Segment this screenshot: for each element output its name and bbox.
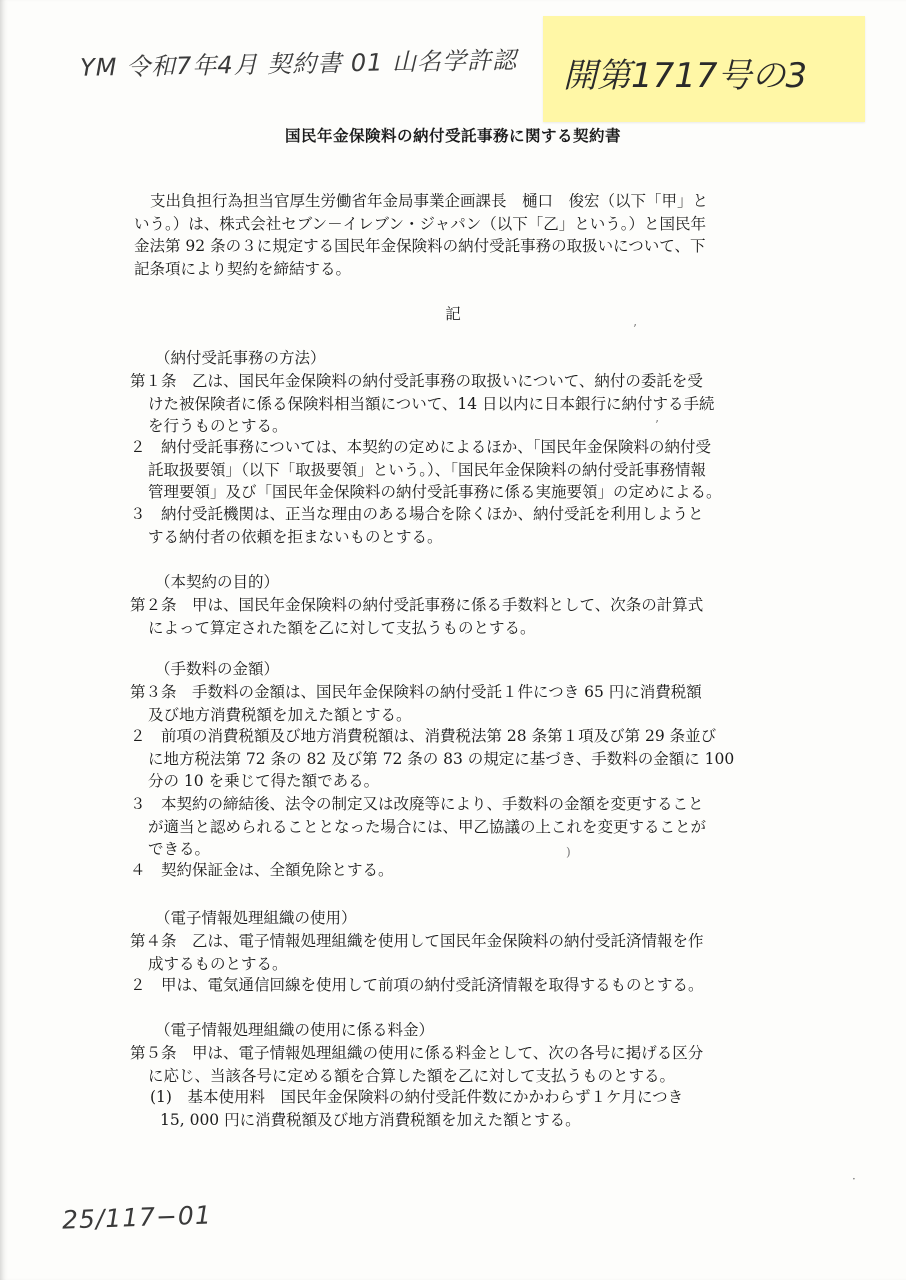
text-line: 第３条 手数料の金額は、国民年金保険料の納付受託１件につき 65 円に消費税額: [130, 683, 702, 701]
text-line: ４ 契約保証金は、全額免除とする。: [130, 861, 394, 879]
text-line: 15, 000 円に消費税額及び地方消費税額を加えた額とする。: [160, 1110, 581, 1129]
sticky-note: [543, 16, 865, 122]
sticky-note-text: 開第1717号の3: [563, 56, 808, 96]
article-3-paragraph-2: [130, 725, 734, 793]
text-line: 第２条 甲は、国民年金保険料の納付受託事務に係る手数料として、次条の計算式: [130, 596, 704, 614]
article-1-paragraph-2: [130, 436, 722, 504]
document-title: 国民年金保険料の納付受託事務に関する契約書: [284, 127, 621, 145]
article-2-heading: （本契約の目的）: [155, 573, 280, 591]
preamble: [134, 190, 774, 280]
handwritten-reference-note: YM 令和7年4月 契約書 01 山名学許認: [79, 46, 518, 82]
text-line: を行うものとする。: [148, 417, 288, 435]
stray-mark: ·: [852, 1172, 856, 1186]
article-1-paragraph-3: [130, 503, 704, 548]
text-line: する納付者の依頼を拒まないものとする。: [148, 527, 443, 546]
text-line: 成するものとする。: [148, 954, 288, 973]
article-1-paragraph-1: [130, 370, 715, 438]
text-line: 第５条 甲は、電子情報処理組織の使用に係る料金として、次の各号に掲げる区分: [130, 1044, 704, 1062]
text-line: 第４条 乙は、電子情報処理組織を使用して国民年金保険料の納付受託済情報を作: [130, 932, 704, 950]
article-4-heading: （電子情報処理組織の使用）: [155, 909, 357, 927]
text-line: できる。: [148, 840, 211, 858]
text-line: 及び地方消費税額を加えた額とする。: [148, 705, 412, 724]
text-line: によって算定された額を乙に対して支払うものとする。: [148, 618, 536, 637]
text-line: に地方税法第 72 条の 82 及び第 72 条の 83 の規定に基づき、手数料の金額に 100: [148, 749, 735, 768]
article-5-paragraph-1: [130, 1042, 703, 1087]
preamble-line: 支出負担行為担当官厚生労働省年金局事業企画課長 樋口 俊宏（以下「甲」と: [150, 192, 709, 210]
text-line: ２ 甲は、電気通信回線を使用して前項の納付受託済情報を取得するものとする。: [130, 976, 704, 994]
preamble-line: 金法第 92 条の３に規定する国民年金保険料の納付受託事務の取扱いについて、下: [134, 237, 706, 255]
text-line: ２ 前項の消費税額及び地方消費税額は、消費税法第 28 条第１項及び第 29 条並び: [130, 727, 717, 745]
text-line: ３ 本契約の締結後、法令の制定又は改廃等により、手数料の金額を変更すること: [130, 795, 704, 813]
handwritten-document-number: 25/117−01: [61, 1200, 213, 1235]
article-3-heading: （手数料の金額）: [155, 660, 280, 678]
text-line: が適当と認められることとなった場合には、甲乙協議の上これを変更することが: [148, 817, 707, 836]
stray-mark: ): [566, 845, 571, 859]
text-line: ２ 納付受託事務については、本契約の定めによるほか、「国民年金保険料の納付受: [130, 438, 711, 456]
article-1-heading: （納付受託事務の方法）: [155, 349, 326, 367]
ki-heading: 記: [445, 305, 461, 323]
stray-mark: ’: [633, 322, 637, 336]
article-3-paragraph-4: [130, 859, 394, 882]
text-line: ３ 納付受託機関は、正当な理由のある場合を除くほか、納付受託を利用しようと: [130, 505, 704, 523]
article-3-paragraph-1: [130, 681, 702, 726]
article-2-paragraph-1: [130, 594, 703, 639]
article-5-item-1: [150, 1086, 683, 1131]
article-4-paragraph-2: [130, 974, 704, 997]
text-line: 分の 10 を乗じて得た額である。: [148, 772, 380, 790]
text-line: 管理要領」及び「国民年金保険料の納付受託事務に係る実施要領」の定めによる。: [148, 483, 722, 501]
preamble-line: いう。）は、株式会社セブン－イレブン・ジャパン（以下「乙」という。）と国民年: [134, 214, 706, 233]
text-line: (1) 基本使用料 国民年金保険料の納付受託件数にかかわらず１ケ月につき: [150, 1088, 684, 1106]
text-line: 第１条 乙は、国民年金保険料の納付受託事務の取扱いについて、納付の委託を受: [130, 372, 703, 390]
preamble-line: 記条項により契約を締結する。: [134, 259, 352, 278]
article-4-paragraph-1: [130, 930, 704, 975]
text-line: に応じ、当該各号に定める額を合算した額を乙に対して支払うものとする。: [148, 1066, 676, 1085]
text-line: 託取扱要領」（以下「取扱要領」という。）、「国民年金保険料の納付受託事務情報: [148, 460, 707, 479]
article-3-paragraph-3: [130, 793, 706, 861]
article-5-heading: （電子情報処理組織の使用に係る料金）: [155, 1021, 435, 1039]
stray-mark: ’: [655, 418, 659, 432]
text-line: けた被保険者に係る保険料相当額について、14 日以内に日本銀行に納付する手続: [148, 394, 715, 413]
